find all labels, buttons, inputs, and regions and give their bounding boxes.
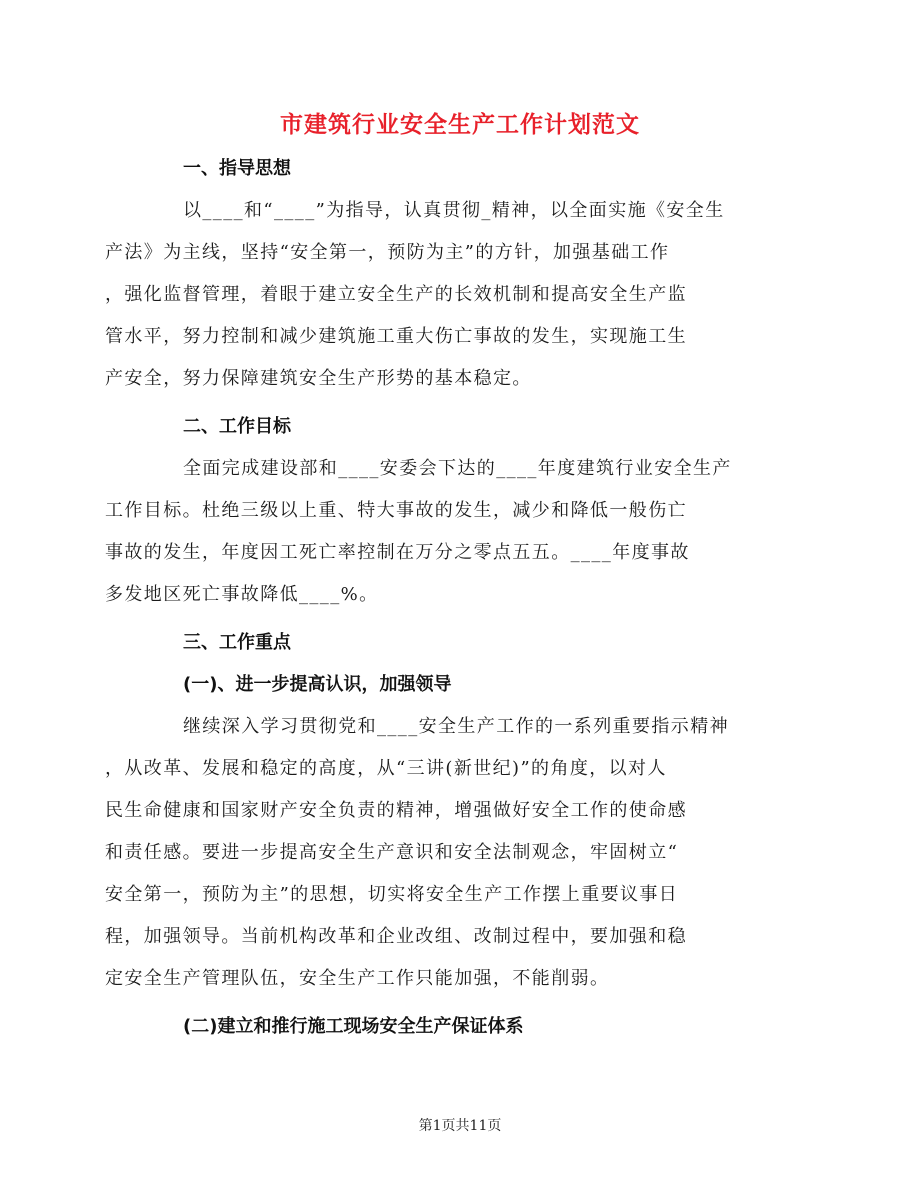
subsection-heading-1: (一)、进一步提高认识，加强领导 — [183, 674, 452, 695]
paragraph-line: 以____和“____”为指导，认真贯彻_精神，以全面实施《安全生 — [183, 200, 725, 221]
paragraph-line: 定安全生产管理队伍，安全生产工作只能加强，不能削弱。 — [105, 968, 610, 989]
paragraph-line: 全面完成建设部和____安委会下达的____年度建筑行业安全生产 — [183, 458, 732, 479]
paragraph-line: 管水平，努力控制和减少建筑施工重大伤亡事故的发生，实现施工生 — [105, 326, 687, 347]
document-body — [105, 148, 773, 1048]
paragraph-line: 继续深入学习贯彻党和____安全生产工作的一系列重要指示精神 — [183, 716, 729, 737]
paragraph-line: ，从改革、发展和稳定的高度，从“三讲(新世纪)”的角度，以对人 — [105, 758, 667, 779]
section-heading-3: 三、工作重点 — [183, 632, 291, 653]
paragraph-line: 和责任感。要进一步提高安全生产意识和安全法制观念，牢固树立“ — [105, 842, 679, 863]
document-title: 市建筑行业安全生产工作计划范文 — [280, 112, 640, 138]
paragraph-line: 产法》为主线，坚持“安全第一，预防为主”的方针，加强基础工作 — [105, 242, 670, 263]
paragraph-line: 程，加强领导。当前机构改革和企业改组、改制过程中，要加强和稳 — [105, 926, 687, 947]
section-heading-1: 一、指导思想 — [183, 158, 291, 179]
section-paragraph-2 — [105, 448, 773, 616]
section-paragraph-1 — [105, 190, 773, 400]
paragraph-line: 事故的发生，年度因工死亡率控制在万分之零点五五。____年度事故 — [105, 542, 690, 563]
paragraph-line: ，强化监督管理，着眼于建立安全生产的长效机制和提高安全生产监 — [105, 284, 687, 305]
page-number: 第1页共11页 — [418, 1118, 502, 1134]
paragraph-line: 产安全，努力保障建筑安全生产形势的基本稳定。 — [105, 368, 532, 389]
subsection-paragraph-1 — [105, 706, 773, 1000]
paragraph-line: 工作目标。杜绝三级以上重、特大事故的发生，减少和降低一般伤亡 — [105, 500, 687, 521]
section-heading-2: 二、工作目标 — [183, 416, 291, 437]
paragraph-line: 民生命健康和国家财产安全负责的精神，增强做好安全工作的使命感 — [105, 800, 687, 821]
paragraph-line: 多发地区死亡事故降低____%。 — [105, 584, 379, 605]
paragraph-line: 安全第一，预防为主”的思想，切实将安全生产工作摆上重要议事日 — [105, 884, 679, 905]
subsection-heading-2: (二)建立和推行施工现场安全生产保证体系 — [183, 1016, 524, 1037]
